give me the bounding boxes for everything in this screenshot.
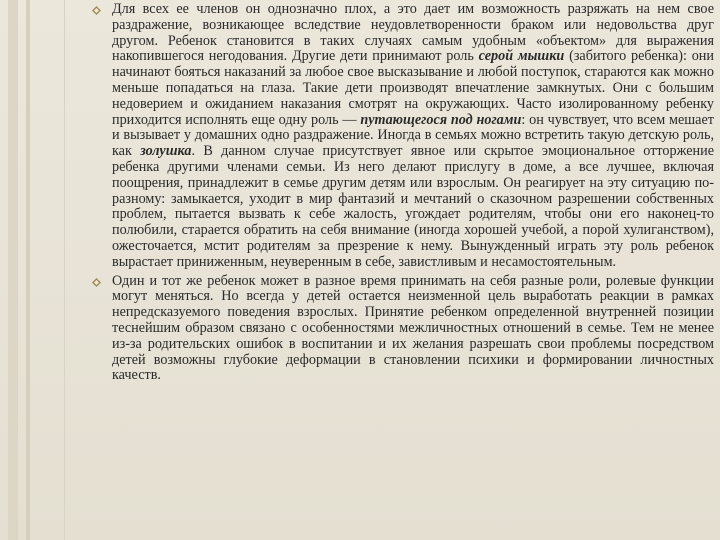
- paragraph-text: Один и тот же ребенок может в разное время принимать на себя разные роли, ролевые функции могут меняться. Но всегда у детей остается неизменной цель выработать реакции в рамках непредсказуемого поведения взрослых. Принятие ребенком определенной внутренней позиции теснейшим образом связано с особенностями межличностных отношений в семье. Тем не менее из-за родительских ошибок в воспитании и их желания разрешать свои проблемы посредством детей возможны глубокие деформации в становлении психики и формировании личностных качеств.: [112, 272, 714, 384]
- paragraph-text: Для всех ее членов он однозначно плох, а это дает им возможность разряжать на нем свое раздражение, возникающее вследствие неудовлетворенности браком или недовольства друг другом. Ребенок становится в таких случаях самым удобным «объектом» для выражения накопившегося негодования. Другие дети принимают роль: [112, 1, 714, 65]
- bullet-paragraph: [90, 2, 714, 271]
- slide-content: [90, 2, 714, 387]
- paragraph-text: (забитого ребенка): они начинают бояться наказаний за любое свое высказывание и любой поступок, стараются как можно меньше попадаться на глаза. Такие дети производят впечатление замкнутых. Они с большим недоверием и ожиданием наказания смотрят на окружающих. Часто изолированному ребенку приходится исполнять еще одну роль —: [112, 48, 714, 128]
- bullet-icon: [92, 278, 101, 287]
- bullet-icon: [92, 6, 101, 15]
- decorative-stripe-thin: [26, 0, 30, 540]
- paragraph-text: : он чувствует, что всем мешает и вызывает у домашних одно раздражение. Иногда в семьях можно встретить такую детскую роль, как: [112, 111, 714, 160]
- paragraph-text: . В данном случае присутствует явное или скрытое эмоциональное отторжение ребенка другими членами семьи. Из него делают прислугу в доме, а все лучшее, включая поощрения, принадлежит в семье другим детям или взрослым. Он реагирует на эту ситуацию по-разному: замыкается, уходит в мир фантазий и мечтаний о сказочном разрешении собственных проблем, пытается вызвать к себе жалость, угождает родителям, чтобы они его наконец-то полюбили, старается обратить на себя внимание (иногда хорошей учебой, а порой хулиганством), ожесточается, мстит родителям за презрение к нему. Вынужденный играть эту роль ребенок вырастает приниженным, неуверенным в себе, завистливым и несамостоятельным.: [112, 143, 714, 270]
- role-term-underfoot: путающегося под ногами: [360, 111, 522, 128]
- decorative-stripe: [8, 0, 18, 540]
- role-term-gray-mouse: серой мышки: [478, 48, 565, 65]
- role-term-cinderella: золушка: [140, 143, 192, 160]
- bullet-paragraph: [90, 274, 714, 385]
